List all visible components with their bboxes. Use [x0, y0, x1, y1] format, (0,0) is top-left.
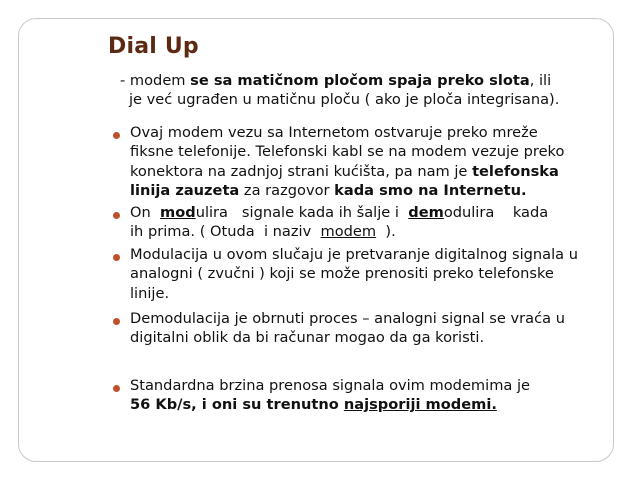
text-line: digitalni oblik da bi računar mogao da ga koristi.: [130, 329, 485, 347]
text-line: je već ugrađen u matičnu ploču ( ako je ploča integrisana).: [129, 91, 560, 109]
bullet-dot-icon: [113, 212, 120, 219]
bullet-dot-icon: [113, 132, 120, 139]
list-item: [130, 309, 610, 348]
text-line: [130, 395, 610, 414]
underlined-word: modem: [320, 223, 377, 241]
text-line: Demodulacija je obrnuti proces – analogni signal se vraća u: [130, 310, 565, 327]
list-item: [130, 123, 610, 201]
bullet-dot-icon: [113, 254, 120, 261]
slide-title: Dial Up: [108, 34, 199, 59]
bold-phrase: linija zauzeta: [130, 182, 240, 200]
bold-phrase: kada smo na Internetu.: [334, 182, 527, 200]
list-item: [130, 203, 610, 242]
list-item: [130, 245, 610, 303]
text-line: linija zauzeta za razgovor kada smo na Internetu.: [130, 182, 527, 200]
bold-phrase: 56 Kb/s, i oni su trenutno: [130, 396, 344, 414]
text-line: linije.: [130, 284, 170, 302]
text-line: konektora na zadnjoj strani kućišta, pa nam je telefonska: [130, 162, 559, 180]
text-line: Standardna brzina prenosa signala ovim modemima je: [130, 377, 531, 394]
text-line: fiksne telefonije. Telefonski kabl se na modem vezuje preko: [130, 143, 565, 161]
bold-phrase: se sa matičnom pločom spaja preko slota: [190, 72, 530, 89]
bold-underlined-phrase: mod: [160, 204, 196, 221]
text-line: ih prima. ( Otuda i naziv modem ).: [130, 223, 396, 241]
text-line: Modulacija u ovom slučaju je pretvaranje digitalnog signala u: [130, 246, 578, 263]
bold-underlined-phrase: dem: [408, 204, 444, 221]
bullet-dot-icon: [113, 385, 120, 392]
bold-underlined-phrase: najsporiji modemi.: [343, 396, 497, 414]
list-item: [130, 376, 610, 415]
text-line: Ovaj modem vezu sa Internetom ostvaruje preko mreže: [130, 124, 538, 141]
bold-phrase: telefonska: [472, 162, 559, 180]
text-line: On modulira signale kada ih šalje i demodulira kada: [130, 204, 549, 221]
text-line: - modem se sa matičnom pločom spaja preko slota, ili: [120, 72, 552, 89]
text-line: analogni ( zvučni ) koji se može prenositi preko telefonske: [130, 265, 554, 283]
intro-text: [120, 71, 600, 110]
bullet-dot-icon: [113, 318, 120, 325]
